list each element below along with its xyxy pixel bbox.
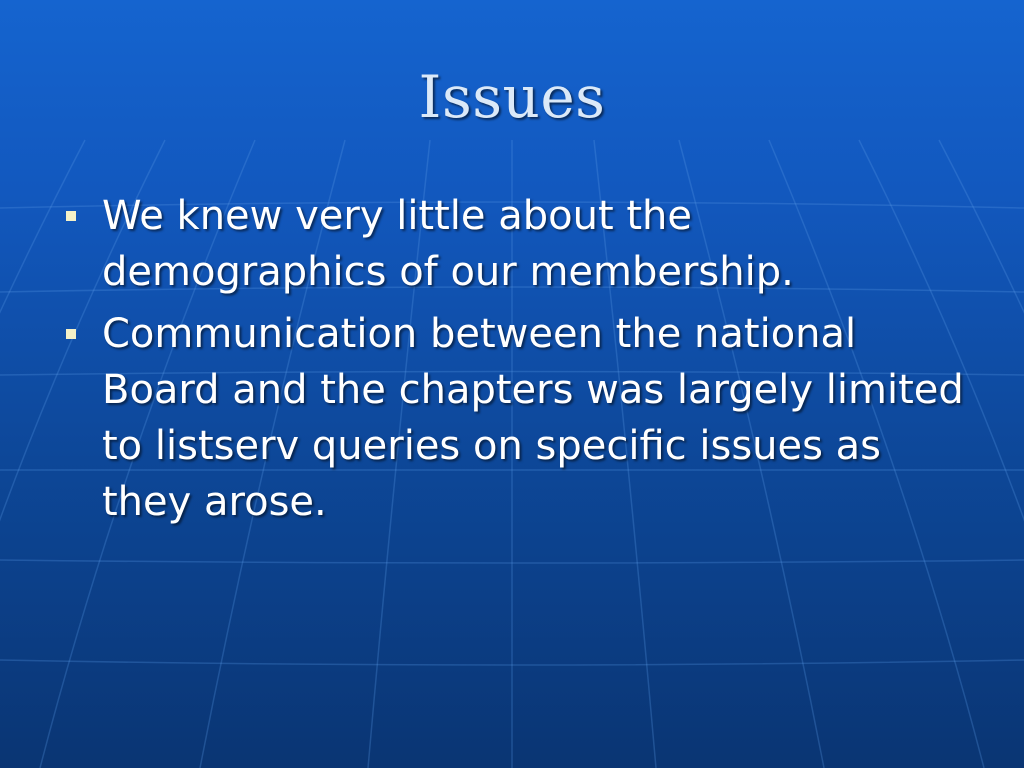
square-bullet-icon — [66, 329, 76, 339]
square-bullet-icon — [66, 211, 76, 221]
bullet-list — [62, 188, 982, 536]
bullet-text: We knew very little about the demographics of our membership. — [102, 193, 794, 295]
slide-title: Issues — [418, 63, 606, 131]
bullet-item — [62, 306, 982, 530]
bullet-text: Communication between the national Board and the chapters was largely limited to listserv queries on specific issues as they arose. — [102, 311, 964, 525]
bullet-item — [62, 188, 982, 300]
